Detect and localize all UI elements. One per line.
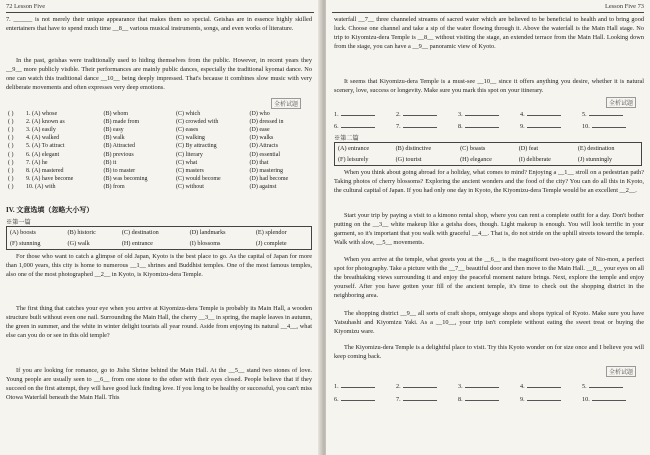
answer-line[interactable] bbox=[341, 109, 375, 116]
paragraph: For those who want to catch a glimpse of old Japan, Kyoto is the best place to go. As the capital of Japan for more than 1,000 years, this city is home to numerous __1__ shrines and Buddhist temples. One of the most famous temples, also one of the most photographed __2__ in Kyoto, is Kiyomizu-dera Temple. bbox=[6, 253, 312, 278]
page-header-right: Lesson Five 73 bbox=[604, 3, 644, 10]
option-text: 5. (A) To attract bbox=[26, 143, 65, 150]
right-page bbox=[326, 0, 650, 455]
word-option: (C) boasts bbox=[460, 145, 486, 152]
answer-number: 4. bbox=[520, 383, 525, 390]
answer-number: 7. bbox=[396, 123, 401, 130]
option-text: 7. (A) he bbox=[26, 159, 48, 166]
answer-slot[interactable] bbox=[520, 109, 582, 118]
left-page bbox=[0, 0, 322, 455]
answer-line[interactable] bbox=[403, 381, 437, 388]
option-row bbox=[6, 159, 312, 167]
answer-number: 1. bbox=[334, 111, 339, 118]
paragraph: The Kiyomizu-dera Temple is a delightful place to visit. Try this Kyoto wonder on for size once and I believe you will keep coming back. bbox=[334, 344, 644, 360]
answer-slot[interactable] bbox=[520, 121, 582, 130]
answer-number: 2. bbox=[396, 111, 401, 118]
option-row bbox=[6, 150, 312, 158]
answer-line[interactable] bbox=[527, 381, 561, 388]
answer-line[interactable] bbox=[589, 381, 623, 388]
answer-line[interactable] bbox=[589, 109, 623, 116]
word-option: (D) feat bbox=[518, 145, 539, 152]
answer-number: 1. bbox=[334, 383, 339, 390]
page-header-left: 72 Lesson Five bbox=[6, 3, 46, 10]
answer-line[interactable] bbox=[592, 121, 626, 128]
answer-slot[interactable] bbox=[334, 381, 396, 390]
answer-line[interactable] bbox=[465, 381, 499, 388]
answer-slot[interactable] bbox=[334, 394, 396, 403]
option-text: (B) Attracted bbox=[103, 143, 136, 150]
score-stamp: 全析试题 bbox=[271, 98, 301, 109]
option-text: (B) it bbox=[103, 159, 117, 166]
answer-slot[interactable] bbox=[458, 394, 520, 403]
answer-bracket: ( ) bbox=[8, 119, 14, 126]
option-row bbox=[6, 118, 312, 126]
header-rule bbox=[6, 12, 314, 13]
word-option: (J) stunningly bbox=[577, 156, 613, 163]
option-text: (D) Attracts bbox=[249, 143, 279, 150]
sub-heading: ※第一篇 bbox=[6, 219, 31, 226]
answer-bracket: ( ) bbox=[8, 111, 14, 118]
word-option: (D) landmarks bbox=[189, 229, 226, 236]
answer-number: 9. bbox=[520, 396, 525, 403]
word-option: (A) boosts bbox=[10, 229, 36, 236]
word-option: (E) splendor bbox=[255, 229, 287, 236]
score-stamp: 全析试题 bbox=[606, 366, 636, 377]
paragraph: Start your trip by paying a visit to a kimono rental shop, where you can rent a complete outfit for a day. Don't bother putting on the __3__ white makeup like a geisha does, though. Light makeup is enough. You will look terrific in your garment, so it's important that you walk with graceful __4__. That is, do not stride on the uphill streets toward the temple. Walk with slow, __5__ movements. bbox=[334, 212, 644, 246]
answer-slot[interactable] bbox=[458, 109, 520, 118]
word-option: (I) deliberate bbox=[518, 156, 551, 163]
option-text: (C) By attracting bbox=[176, 143, 217, 150]
option-text: (B) to master bbox=[103, 167, 136, 174]
option-text: (D) ease bbox=[249, 127, 270, 134]
option-row bbox=[6, 175, 312, 183]
answer-line[interactable] bbox=[465, 394, 499, 401]
option-text: 1. (A) whose bbox=[26, 111, 58, 118]
answer-number: 6. bbox=[334, 123, 339, 130]
option-text: (B) from bbox=[103, 183, 125, 190]
answer-row bbox=[334, 109, 644, 118]
answer-line[interactable] bbox=[592, 394, 626, 401]
answer-slot[interactable] bbox=[582, 394, 644, 403]
option-row bbox=[6, 142, 312, 150]
option-text: (D) who bbox=[249, 111, 270, 118]
option-text: (C) what bbox=[176, 159, 198, 166]
answer-bracket: ( ) bbox=[8, 183, 14, 190]
option-text: (D) mastering bbox=[249, 167, 284, 174]
option-row bbox=[6, 134, 312, 142]
word-option: (F) stunning bbox=[10, 240, 41, 247]
option-text: (C) would become bbox=[176, 175, 221, 182]
answer-bracket: ( ) bbox=[8, 175, 14, 182]
answer-number: 6. bbox=[334, 396, 339, 403]
paragraph: When you think about going abroad for a holiday, what comes to mind? Enjoying a __1__ stroll on a pedestrian path? Taking photos of cherry blossoms? Exploring the ancient wonders and the food of the city? You can do all this in Kyoto, the cultural capital of Japan. If you had only one day in Kyoto, the Kiyomizu-dera Temple would be an excellent __2__. bbox=[334, 169, 644, 194]
option-text: 6. (A) elegant bbox=[26, 151, 60, 158]
option-text: (B) easy bbox=[103, 127, 124, 134]
paragraph: If you are looking for romance, go to Jishu Shrine behind the Main Hall. At the __5__ stand two stones of love. Young people are usually seen to __6__ from one stone to the other with their eyes closed. People believe that if they succeed on the first attempt, they will have good luck finding love. If you long to be healthy or successful, you can't miss Otowa Waterfall beneath the Main Hall. This bbox=[6, 367, 312, 401]
option-text: (B) whom bbox=[103, 111, 129, 118]
answer-bracket: ( ) bbox=[8, 143, 14, 150]
answer-slot[interactable] bbox=[396, 381, 458, 390]
answer-number: 4. bbox=[520, 111, 525, 118]
answer-slot[interactable] bbox=[520, 394, 582, 403]
answer-number: 8. bbox=[458, 396, 463, 403]
word-option: (E) destination bbox=[577, 145, 615, 152]
answer-slot[interactable] bbox=[582, 121, 644, 130]
option-text: (C) masters bbox=[176, 167, 204, 174]
word-option: (B) historic bbox=[67, 229, 96, 236]
option-text: (C) literary bbox=[176, 151, 203, 158]
word-option: (G) walk bbox=[67, 240, 90, 247]
answer-bracket: ( ) bbox=[8, 159, 14, 166]
option-row bbox=[6, 183, 312, 191]
answer-line[interactable] bbox=[527, 109, 561, 116]
answer-line[interactable] bbox=[341, 381, 375, 388]
answer-slot[interactable] bbox=[334, 109, 396, 118]
answer-slot[interactable] bbox=[458, 381, 520, 390]
option-text: (B) previous bbox=[103, 151, 134, 158]
option-row bbox=[6, 110, 312, 118]
answer-slot[interactable] bbox=[458, 121, 520, 130]
answer-row bbox=[334, 121, 644, 130]
answer-number: 5. bbox=[582, 111, 587, 118]
option-text: 8. (A) mastered bbox=[26, 167, 64, 174]
option-text: (C) which bbox=[176, 111, 201, 118]
word-option: (I) blossoms bbox=[189, 240, 221, 247]
answer-row bbox=[334, 394, 644, 403]
answer-bracket: ( ) bbox=[8, 151, 14, 158]
answer-line[interactable] bbox=[403, 394, 437, 401]
option-text: 4. (A) walked bbox=[26, 135, 60, 142]
option-text: 10. (A) with bbox=[26, 183, 56, 190]
answer-row bbox=[334, 381, 644, 390]
answer-line[interactable] bbox=[465, 121, 499, 128]
option-row bbox=[6, 167, 312, 175]
answer-number: 2. bbox=[396, 383, 401, 390]
option-text: (D) walks bbox=[249, 135, 274, 142]
answer-bracket: ( ) bbox=[8, 127, 14, 134]
word-box bbox=[334, 142, 642, 166]
word-option: (H) entrance bbox=[121, 240, 153, 247]
answer-number: 3. bbox=[458, 383, 463, 390]
section-title: IV. 文意选填（忽略大小写） bbox=[6, 206, 94, 214]
option-text: 2. (A) known as bbox=[26, 119, 65, 126]
answer-slot[interactable] bbox=[396, 121, 458, 130]
answer-slot[interactable] bbox=[582, 109, 644, 118]
word-option: (F) leisurely bbox=[338, 156, 369, 163]
answer-number: 10. bbox=[582, 396, 590, 403]
option-text: (D) had become bbox=[249, 175, 289, 182]
option-text: (D) dressed in bbox=[249, 119, 284, 126]
answer-line[interactable] bbox=[527, 121, 561, 128]
option-text: (C) crowded with bbox=[176, 119, 219, 126]
option-text: (D) against bbox=[249, 183, 277, 190]
answer-line[interactable] bbox=[341, 394, 375, 401]
paragraph: When you arrive at the temple, what greets you at the __6__ is the magnificent two-story gate of Nio-mon, a perfect spot for photography. Take a picture with the __7__ beautiful door and then move to the Main Hall. __8__ your eyes on all the breathtaking views surrounding it and enjoy the peaceful moment nature brings. Next, explore the temple and enjoy yourself. After you have gotten your fill of the ancient temple, it's time to check out the shopping district in the neighboring area. bbox=[334, 256, 644, 299]
option-row bbox=[6, 126, 312, 134]
answer-line[interactable] bbox=[403, 121, 437, 128]
option-text: (C) eases bbox=[176, 127, 199, 134]
option-text: (B) was becoming bbox=[103, 175, 148, 182]
word-option: (A) entrance bbox=[338, 145, 370, 152]
sub-heading: ※第二篇 bbox=[334, 135, 359, 142]
answer-number: 9. bbox=[520, 123, 525, 130]
option-text: (B) made from bbox=[103, 119, 140, 126]
answer-number: 10. bbox=[582, 123, 590, 130]
paragraph: In the past, geishas were traditionally used to hiding themselves from the public. However, in recent years they __9__ more publicly visible. Their performances are mainly public dances, especially the traditional kyomai dance. No one can watch this traditional dance __10__ being deeply impressed. That's because it combines slow music with very deliberate movements and often expresses very deep emotions. bbox=[6, 57, 312, 91]
option-text: (C) walking bbox=[176, 135, 205, 142]
word-option: (C) destination bbox=[121, 229, 159, 236]
word-box bbox=[6, 226, 312, 250]
paragraph: waterfall __7__ three channeled streams of sacred water which are believed to be beneficial to health and to bring good luck. Choose one channel and take a sip of the water flowing through it. Above the waterfall is the Main Hall stage. No trip to Kiyomizu-dera Temple is __8__ without visiting the stage, an extended terrace from the Main Hall. Looking down from the stage, you can have a __9__ panoramic view of Kyoto. bbox=[334, 16, 644, 50]
answer-slot[interactable] bbox=[334, 121, 396, 130]
word-option: (J) complete bbox=[255, 240, 287, 247]
option-text: 3. (A) easily bbox=[26, 127, 56, 134]
option-text: (C) without bbox=[176, 183, 204, 190]
option-text: 9. (A) have become bbox=[26, 175, 74, 182]
options-table bbox=[6, 110, 312, 191]
option-text: (D) essential bbox=[249, 151, 281, 158]
paragraph: It seems that Kiyomizu-dera Temple is a must-see __10__ since it offers anything you desire, whether it is natural scenery, love, success or longevity. Make sure you mark this spot on your itinerary. bbox=[334, 78, 644, 94]
answer-number: 5. bbox=[582, 383, 587, 390]
answer-number: 8. bbox=[458, 123, 463, 130]
answer-slot[interactable] bbox=[520, 381, 582, 390]
answer-line[interactable] bbox=[465, 109, 499, 116]
answer-slot[interactable] bbox=[396, 394, 458, 403]
answer-line[interactable] bbox=[527, 394, 561, 401]
paragraph: 7. ______ is not merely their unique appearance that makes them so special. Geishas are in essence highly skilled entertainers that have to spend much time __8__ various musical instruments, songs, and even works of literature. bbox=[6, 16, 312, 32]
paragraph: The shopping district __9__ all sorts of craft shops, omiyage shops and shops typical of Kyoto. Make sure you have Yatsuhashi and Kiyomizu Yaki. As a __10__, your trip isn't complete without eating the sweet treat or buying the Kiyomizu ware. bbox=[334, 310, 644, 335]
word-option: (B) distinctive bbox=[395, 145, 432, 152]
answer-slot[interactable] bbox=[396, 109, 458, 118]
answer-number: 3. bbox=[458, 111, 463, 118]
answer-bracket: ( ) bbox=[8, 135, 14, 142]
option-text: (B) walk bbox=[103, 135, 125, 142]
answer-slot[interactable] bbox=[582, 381, 644, 390]
word-option: (G) tourist bbox=[395, 156, 422, 163]
answer-line[interactable] bbox=[403, 109, 437, 116]
answer-number: 7. bbox=[396, 396, 401, 403]
word-option: (H) elegance bbox=[460, 156, 492, 163]
answer-line[interactable] bbox=[341, 121, 375, 128]
header-rule bbox=[332, 12, 644, 13]
answer-bracket: ( ) bbox=[8, 167, 14, 174]
paragraph: The first thing that catches your eye when you arrive at Kiyomizu-dera Temple is probably its Main Hall, a wooden structure built without even one nail. Surrounding the Main Hall, the cherry __3__ in spring, the maple leaves in autumn, the green in summer, and the white in winter delight tourists all year round. Aside from enjoying its natural __4__, what else can you do or see in this old temple? bbox=[6, 305, 312, 339]
score-stamp: 全析试题 bbox=[606, 97, 636, 108]
option-text: (D) that bbox=[249, 159, 269, 166]
